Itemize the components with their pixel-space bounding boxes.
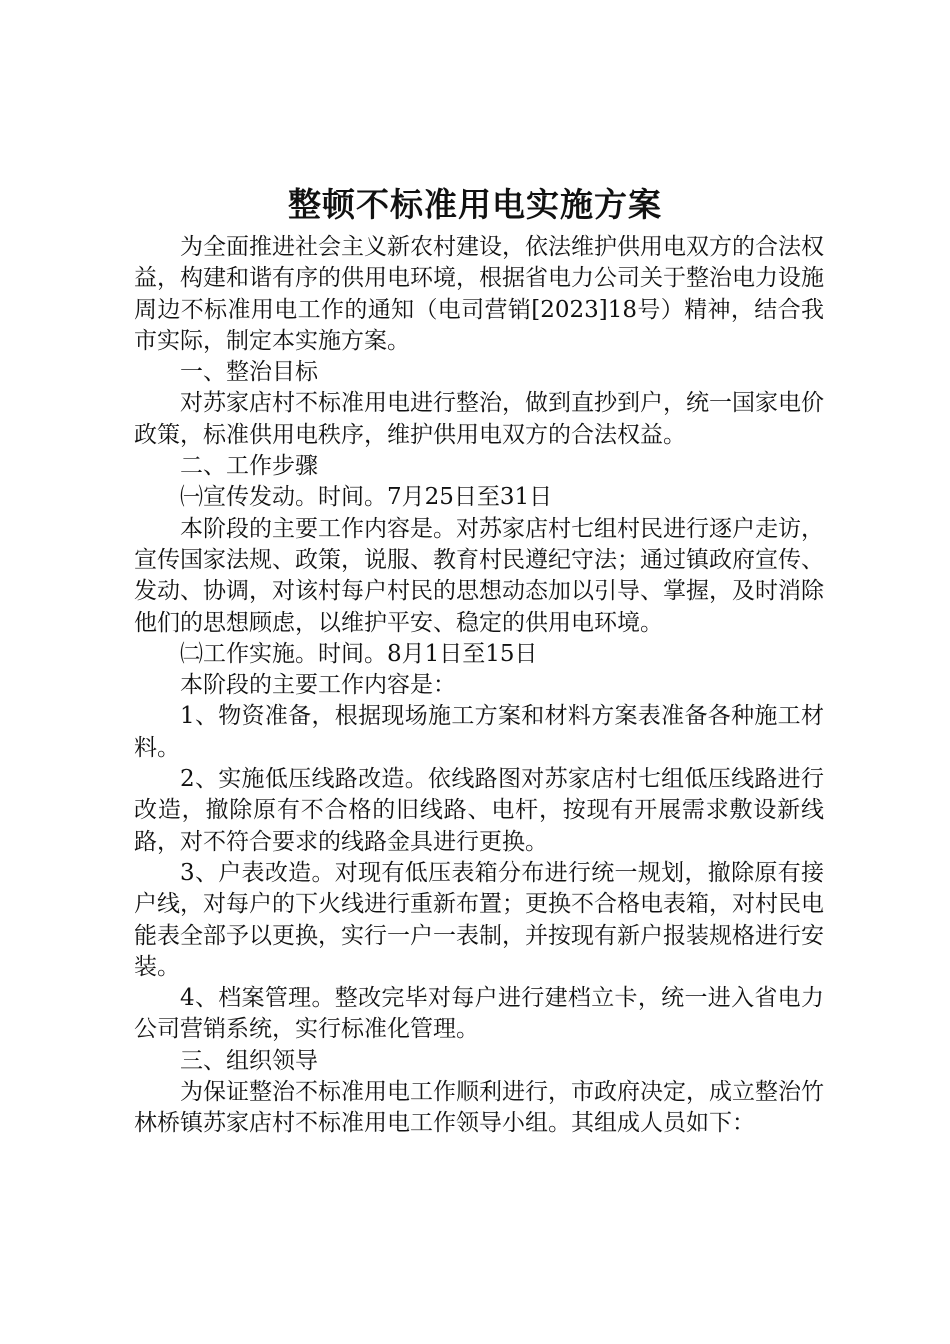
- list-item-line-renovation: 2、实施低压线路改造。依线路图对苏家店村七组低压线路进行改造，撤除原有不合格的旧线路、电杆，按现有开展需求敷设新线路，对不符合要求的线路金具进行更换。: [134, 766, 824, 855]
- list-item-archive: 4、档案管理。整改完毕对每户进行建档立卡，统一进入省电力公司营销系统，实行标准化管理。: [134, 985, 824, 1043]
- section-heading-steps: 二、工作步骤: [180, 453, 318, 480]
- paragraph-goals: 对苏家店村不标准用电进行整治，做到直抄到户，统一国家电价政策，标准供用电秩序，维护供用电双方的合法权益。: [134, 390, 824, 448]
- paragraph-implementation-intro: 本阶段的主要工作内容是：: [180, 672, 456, 699]
- subheading-implementation: ㈡工作实施。时间。8月1日至15日: [180, 640, 538, 667]
- section-heading-leadership: 三、组织领导: [180, 1047, 318, 1074]
- paragraph-leadership: 为保证整治不标准用电工作顺利进行，市政府决定，成立整治竹林桥镇苏家店村不标准用电工作领导小组。其组成人员如下：: [134, 1079, 824, 1137]
- list-item-materials: 1、物资准备，根据现场施工方案和材料方案表准备各种施工材料。: [134, 703, 824, 761]
- paragraph-intro: 为全面推进社会主义新农村建设，依法维护供用电双方的合法权益，构建和谐有序的供用电环境，根据省电力公司关于整治电力设施周边不标准用电工作的通知（电司营销[2023]18号）精神，结合我市实际，制定本实施方案。: [134, 234, 824, 354]
- document-title: 整顿不标准用电实施方案: [288, 185, 662, 224]
- list-item-meter-renovation: 3、户表改造。对现有低压表箱分布进行统一规划，撤除原有接户线，对每户的下火线进行重新布置；更换不合格电表箱，对村民电能表全部予以更换，实行一户一表制，并按现有新户报装规格进行安装。: [134, 859, 824, 980]
- section-heading-goals: 一、整治目标: [180, 359, 318, 386]
- subheading-publicity: ㈠宣传发动。时间。7月25日至31日: [180, 484, 553, 511]
- document-body: [134, 232, 824, 1140]
- paragraph-publicity: 本阶段的主要工作内容是。对苏家店村七组村民进行逐户走访，宣传国家法规、政策，说服、教育村民遵纪守法；通过镇政府宣传、发动、协调，对该村每户村民的思想动态加以引导、掌握，及时消除他们的思想顾虑，以维护平安、稳定的供用电环境。: [134, 515, 824, 636]
